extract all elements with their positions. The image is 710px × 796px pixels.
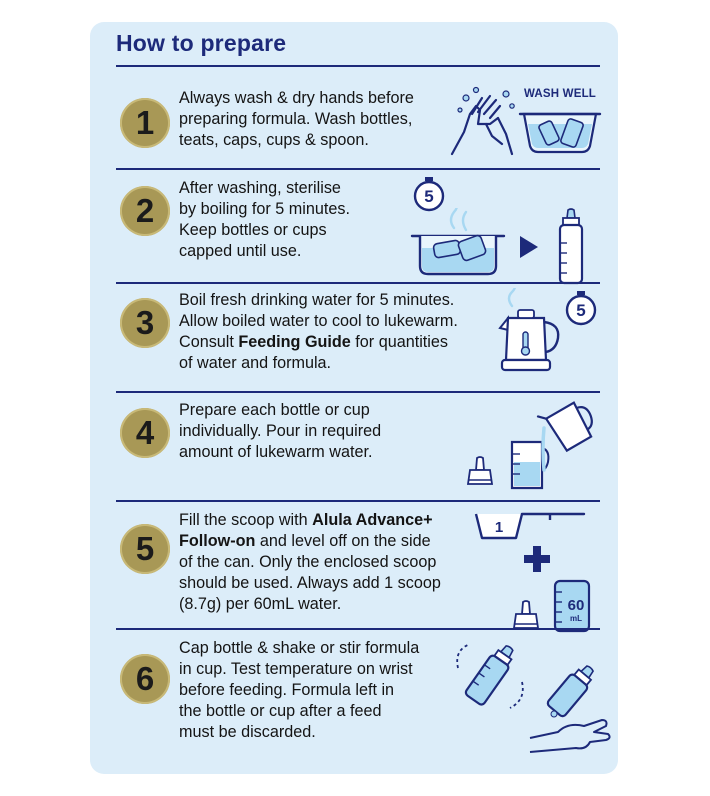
text-line: Fill the scoop with Alula Advance+ [179, 511, 433, 529]
timer-number: 5 [576, 301, 586, 320]
shaking-bottle-icon [450, 638, 530, 714]
text-line: of water and formula. [179, 354, 332, 372]
baby-bottle-icon [556, 208, 586, 286]
text-line: Cap bottle & shake or stir formula [179, 639, 420, 657]
kettle-icon [494, 288, 566, 374]
text-line: amount of lukewarm water. [179, 443, 373, 461]
timer-icon [564, 290, 598, 326]
text-line: Allow boiled water to cool to lukewarm. [179, 312, 458, 330]
wrist-test-icon [528, 660, 618, 756]
text-line: Consult Feeding Guide for quantities [179, 333, 448, 351]
step-divider [116, 168, 600, 170]
step-text [179, 510, 441, 615]
step-divider [116, 500, 600, 502]
step-5 [116, 504, 600, 628]
hand-washing-icon [446, 84, 526, 158]
step-text [179, 88, 414, 151]
step-1 [116, 80, 600, 170]
text-line: Always wash & dry hands before [179, 89, 414, 107]
text-line: teats, caps, cups & spoon. [179, 131, 369, 149]
page-title: How to prepare [116, 30, 287, 56]
arrow-right-icon [518, 234, 540, 260]
step-text [179, 638, 419, 743]
step-6 [116, 632, 600, 768]
text-line: in cup. Test temperature on wrist [179, 660, 413, 678]
step-4 [116, 394, 600, 500]
bottle-60ml-icon [552, 578, 592, 634]
text-line: capped until use. [179, 242, 302, 260]
bottle-volume: 60 [567, 597, 585, 614]
text-line: (8.7g) per 60mL water. [179, 595, 342, 613]
step-number-badge: 1 [120, 98, 170, 148]
text-line: Prepare each bottle or cup [179, 401, 370, 419]
text-line: of the can. Only the enclosed scoop [179, 553, 437, 571]
teat-icon [464, 456, 496, 488]
text-line: Follow-on and level off on the side [179, 532, 431, 550]
text-line: before feeding. Formula left in [179, 681, 395, 699]
step-number-badge: 2 [120, 186, 170, 236]
step-3 [116, 284, 600, 392]
step-divider [116, 628, 600, 630]
wash-basin-icon [518, 88, 602, 154]
step-number-badge: 6 [120, 654, 170, 704]
text-line: should be used. Always add 1 scoop [179, 574, 441, 592]
text-line: Boil fresh drinking water for 5 minutes. [179, 291, 455, 309]
jug-pouring-icon [536, 398, 600, 474]
scoop-icon [472, 510, 588, 542]
title-divider [116, 65, 600, 67]
boiling-pot-icon [408, 208, 508, 278]
step-2 [116, 172, 600, 282]
bottle-unit: mL [570, 614, 582, 623]
text-line: the bottle or cup after a feed [179, 702, 382, 720]
text-line: preparing formula. Wash bottles, [179, 110, 413, 128]
timer-number: 5 [424, 187, 434, 206]
wash-well-label: WASH WELL [523, 88, 597, 100]
step-text [179, 178, 350, 262]
text-line: must be discarded. [179, 723, 316, 741]
step-divider [116, 391, 600, 393]
scoop-label: 1 [494, 519, 504, 536]
text-line: After washing, sterilise [179, 179, 341, 197]
text-line: by boiling for 5 minutes. [179, 200, 350, 218]
plus-icon [522, 544, 552, 574]
text-line: individually. Pour in required [179, 422, 382, 440]
step-text [179, 400, 381, 463]
text-line: Keep bottles or cups [179, 221, 327, 239]
step-number-badge: 5 [120, 524, 170, 574]
timer-icon [412, 176, 446, 212]
instruction-card [90, 22, 618, 774]
step-text [179, 290, 458, 374]
step-number-badge: 4 [120, 408, 170, 458]
step-number-badge: 3 [120, 298, 170, 348]
